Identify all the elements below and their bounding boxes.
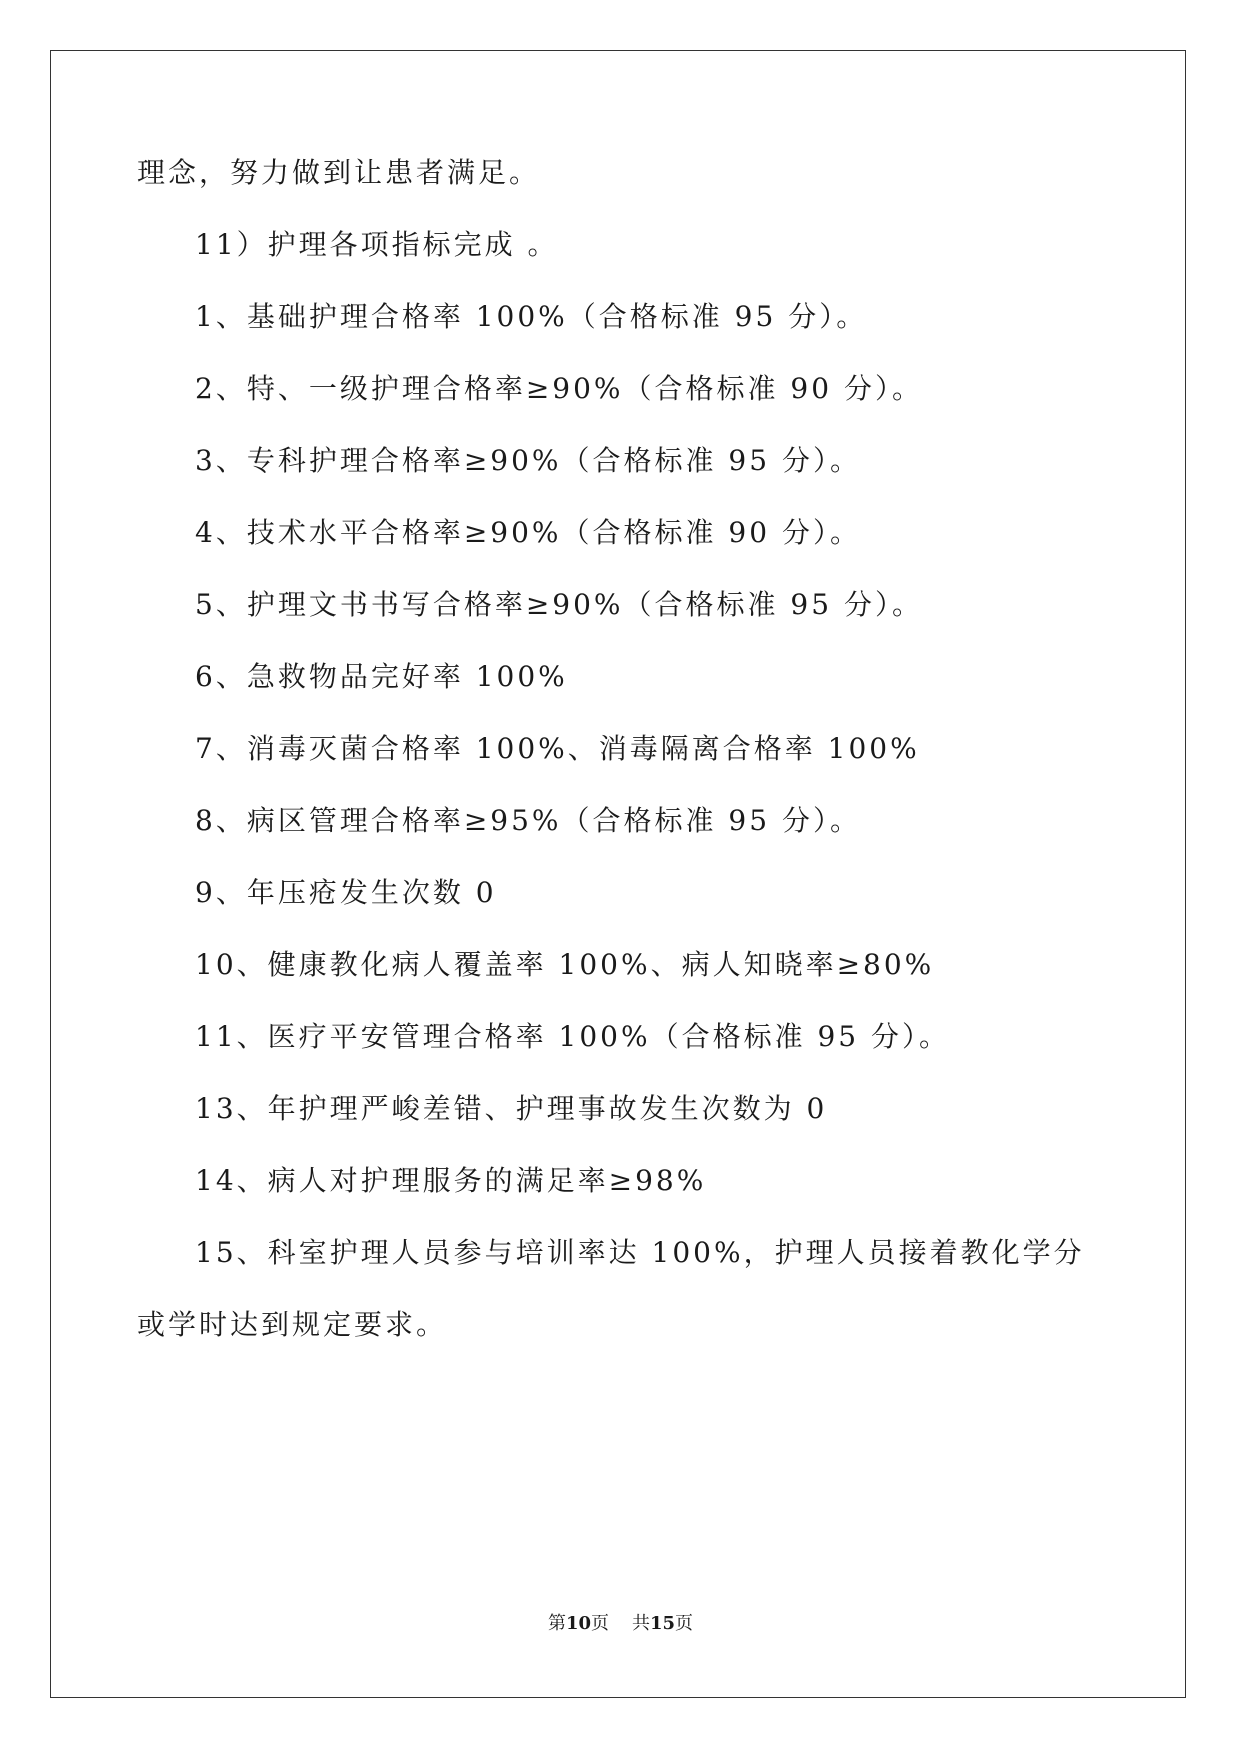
paragraph-line: 10、健康教化病人覆盖率 100%、病人知晓率≥80%	[195, 948, 935, 981]
footer-total-prefix: 共	[631, 1613, 650, 1634]
paragraph-line: 或学时达到规定要求。	[137, 1308, 448, 1341]
paragraph-line: 1、基础护理合格率 100%（合格标准 95 分）。	[195, 300, 868, 333]
paragraph-line: 4、技术水平合格率≥90%（合格标准 90 分）。	[195, 516, 861, 549]
paragraph-line: 11、医疗平安管理合格率 100%（合格标准 95 分）。	[195, 1020, 951, 1053]
paragraph-line: 9、年压疮发生次数 0	[195, 876, 497, 909]
paragraph-line: 8、病区管理合格率≥95%（合格标准 95 分）。	[195, 804, 861, 837]
paragraph-line: 理念，努力做到让患者满足。	[137, 156, 541, 189]
footer-total-unit: 页	[675, 1613, 693, 1634]
paragraph-line: 3、专科护理合格率≥90%（合格标准 95 分）。	[195, 444, 861, 477]
current-page-number: 10	[565, 1613, 592, 1634]
paragraph-line: 13、年护理严峻差错、护理事故发生次数为 0	[195, 1092, 828, 1125]
total-pages-number: 15	[649, 1613, 675, 1634]
page-footer	[0, 1612, 1241, 1636]
footer-page-unit: 页	[591, 1613, 610, 1634]
paragraph-line: 11）护理各项指标完成 。	[195, 228, 559, 261]
paragraph-line: 15、科室护理人员参与培训率达 100%，护理人员接着教化学分	[195, 1236, 1085, 1269]
paragraph-line: 2、特、一级护理合格率≥90%（合格标准 90 分）。	[195, 372, 923, 405]
paragraph-line: 5、护理文书书写合格率≥90%（合格标准 95 分）。	[195, 588, 923, 621]
paragraph-line: 6、急救物品完好率 100%	[195, 660, 568, 693]
paragraph-line: 7、消毒灭菌合格率 100%、消毒隔离合格率 100%	[195, 732, 920, 765]
paragraph-line: 14、病人对护理服务的满足率≥98%	[195, 1164, 707, 1197]
footer-prefix: 第	[547, 1613, 566, 1634]
